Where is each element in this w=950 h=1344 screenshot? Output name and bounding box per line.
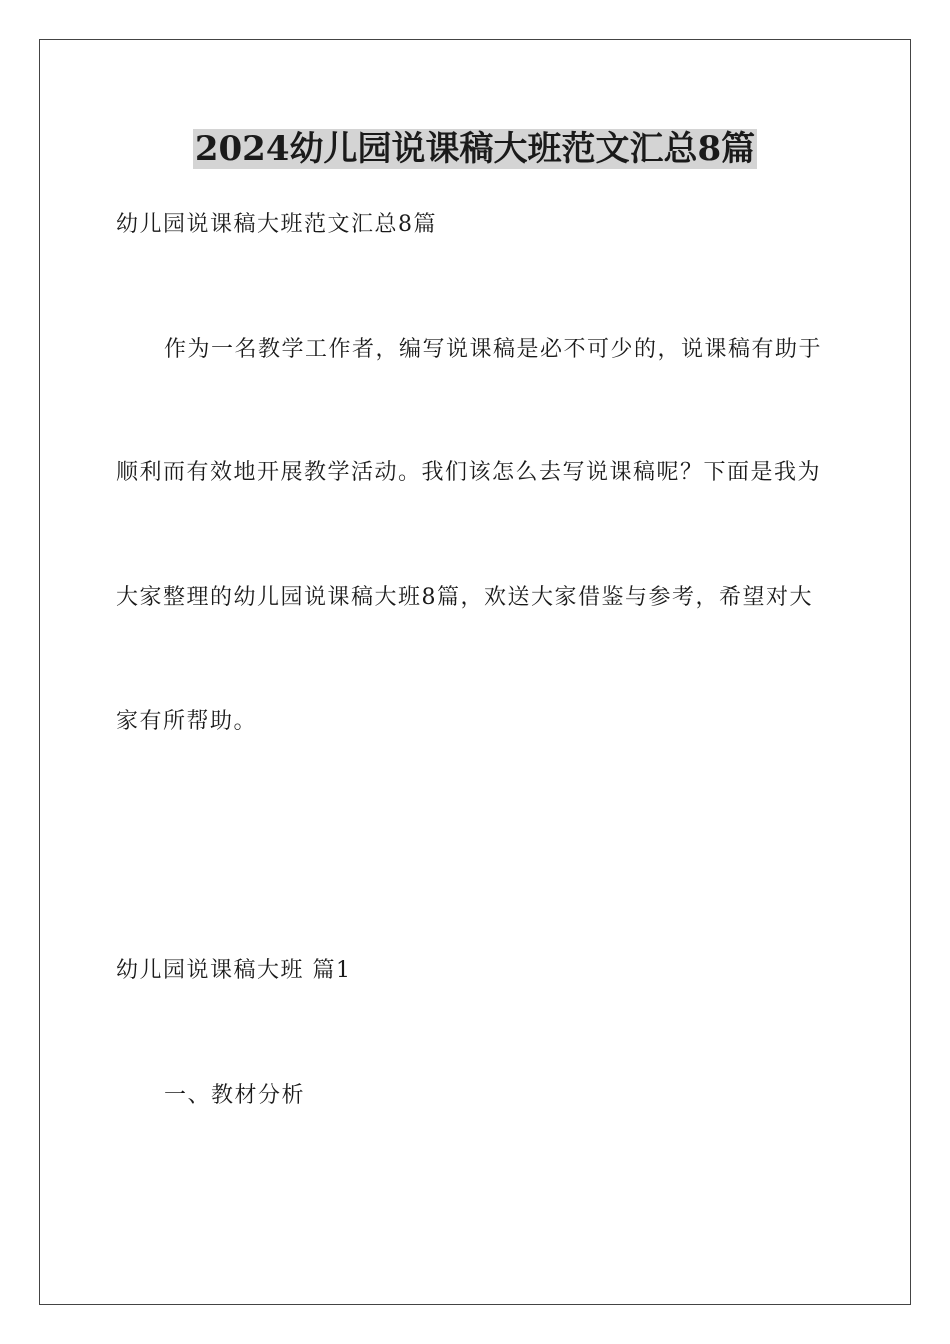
- intro-line-3: 大家整理的幼儿园说课稿大班8篇，欢送大家借鉴与参考，希望对大: [116, 585, 813, 610]
- document-title-text: 2024幼儿园说课稿大班范文汇总8篇: [194, 129, 756, 169]
- document-subtitle: 幼儿园说课稿大班范文汇总8篇: [116, 212, 437, 237]
- intro-line-2: 顺利而有效地开展教学活动。我们该怎么去写说课稿呢？下面是我为: [116, 460, 822, 485]
- intro-line-4: 家有所帮助。: [116, 709, 258, 734]
- subsection-heading: 一、教材分析: [164, 1083, 306, 1108]
- document-title: [0, 128, 950, 170]
- section-heading: 幼儿园说课稿大班 篇1: [116, 958, 352, 983]
- intro-line-1: 作为一名教学工作者，编写说课稿是必不可少的，说课稿有助于: [164, 337, 823, 362]
